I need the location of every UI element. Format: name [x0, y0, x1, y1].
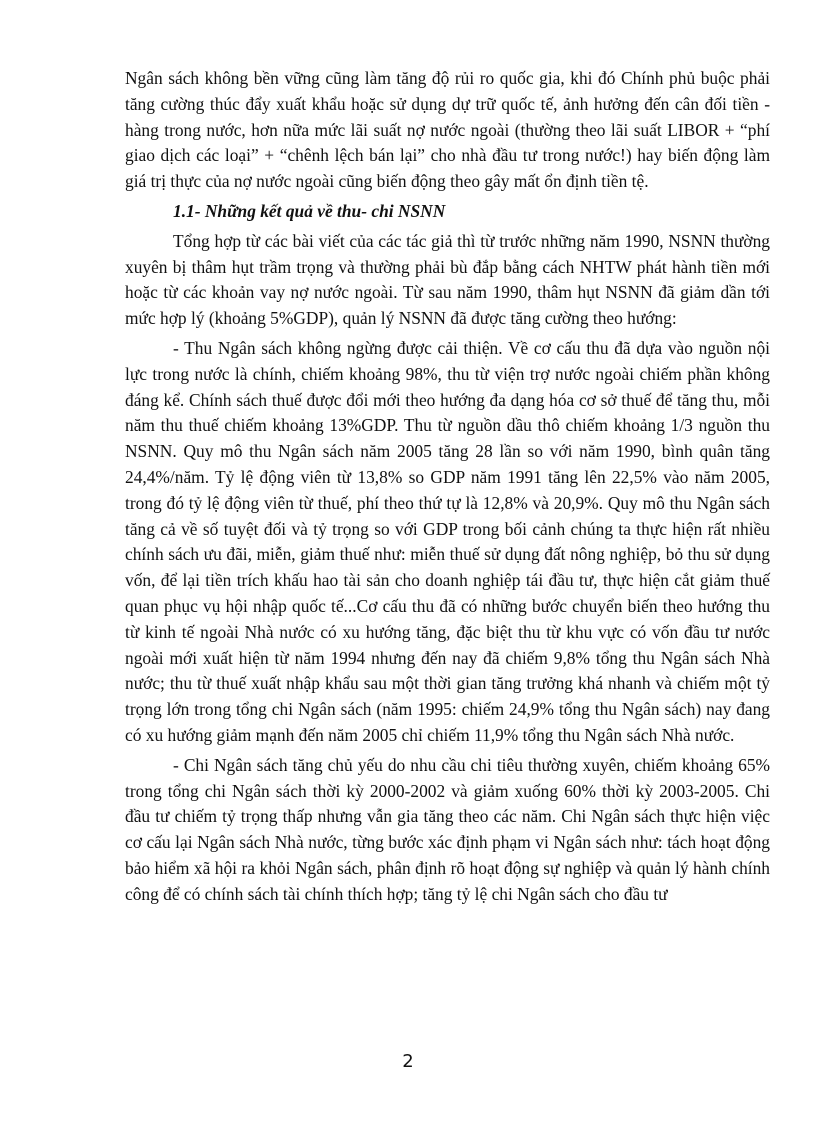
page-number: 2: [402, 1051, 414, 1072]
section-heading: 1.1- Những kết quả về thu- chi NSNN: [173, 200, 446, 221]
intro-paragraph: Ngân sách không bền vững cũng làm tăng độ rủi ro quốc gia, khi đó Chính phủ buộc phải tăng cường thúc đẩy xuất khẩu hoặc sử dụng dự trữ quốc tế, ảnh hưởng đến cân đối tiền - hàng trong nước, hơn nữa mức lãi suất nợ nước ngoài (thường theo lãi suất LIBOR + “phí giao dịch các loại” + “chênh lệch bán lại” cho nhà đầu tư trong nước!) hay biến động làm giá trị thực của nợ nước ngoài cũng biến động theo gây mất ổn định tiền tệ.: [125, 68, 770, 192]
page-body: [125, 66, 770, 908]
revenue-paragraph: - Thu Ngân sách không ngừng được cải thiện. Về cơ cấu thu đã dựa vào nguồn nội lực trong nước là chính, chiếm khoảng 98%, thu từ viện trợ nước ngoài chiếm phần không đáng kể. Chính sách thuế được đổi mới theo hướng đa dạng hóa cơ sở thuế để tăng thu, mỗi năm thu thuế chiếm khoảng 13%GDP. Thu từ nguồn dầu thô chiếm khoảng 1/3 nguồn thu NSNN. Quy mô thu Ngân sách năm 2005 tăng 28 lần so với năm 1990, bình quân tăng 24,4%/năm. Tỷ lệ động viên từ 13,8% so GDP năm 1991 tăng lên 22,5% vào năm 2005, trong đó tỷ lệ động viên từ thuế, phí theo thứ tự là 12,8% và 20,9%. Quy mô thu Ngân sách tăng cả về số tuyệt đối và tỷ trọng so với GDP trong bối cảnh chúng ta thực hiện rất nhiều chính sách ưu đãi, miễn, giảm thuế như: miễn thuế sử dụng đất nông nghiệp, bỏ thu sử dụng vốn, để lại tiền trích khấu hao tài sản cho doanh nghiệp tái đầu tư, thực hiện cắt giảm thuế quan phục vụ hội nhập quốc tế...Cơ cấu thu đã có những bước chuyển biến theo hướng thu từ kinh tế ngoài Nhà nước có xu hướng tăng, đặc biệt thu từ khu vực có vốn đầu tư nước ngoài mới xuất hiện từ năm 1994 nhưng đến nay đã chiếm 9,8% tổng thu Ngân sách Nhà nước; thu từ thuế xuất nhập khẩu sau một thời gian tăng trưởng khá nhanh và chiếm một tỷ trọng lớn trong tổng chi Ngân sách (năm 1995: chiếm 24,9% tổng thu Ngân sách) nay đang có xu hướng giảm mạnh đến năm 2005 chỉ chiếm 11,9% tổng thu Ngân sách Nhà nước.: [125, 337, 770, 745]
expenditure-paragraph: - Chi Ngân sách tăng chủ yếu do nhu cầu chi tiêu thường xuyên, chiếm khoảng 65% trong tổng chi Ngân sách thời kỳ 2000-2002 và giảm xuống 60% thời kỳ 2003-2005. Chi đầu tư chiếm tỷ trọng thấp nhưng vẫn gia tăng theo các năm. Chi Ngân sách thực hiện việc cơ cấu lại Ngân sách Nhà nước, từng bước xác định phạm vi Ngân sách như: tách hoạt động bảo hiểm xã hội ra khỏi Ngân sách, phân định rõ hoạt động sự nghiệp và quản lý hành chính công để có chính sách tài chính thích hợp; tăng tỷ lệ chi Ngân sách cho đầu tư: [125, 754, 770, 904]
summary-paragraph: Tổng hợp từ các bài viết của các tác giả thì từ trước những năm 1990, NSNN thường xuyên bị thâm hụt trầm trọng và thường phải bù đắp bằng cách NHTW phát hành tiền mới hoặc từ các khoản vay nợ nước ngoài. Từ sau năm 1990, thâm hụt NSNN đã giảm dần tới mức hợp lý (khoảng 5%GDP), quản lý NSNN đã được tăng cường theo hướng:: [125, 230, 770, 329]
